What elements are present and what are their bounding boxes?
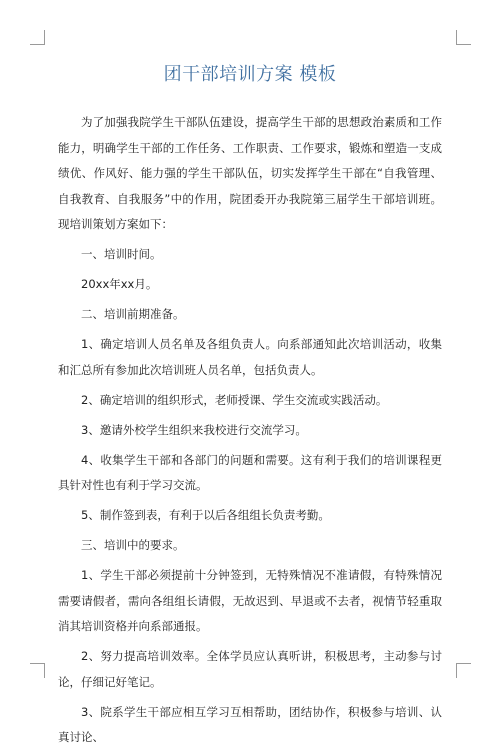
page-corner-mark-bottom-left (30, 663, 45, 678)
section-heading-training-time: 一、培训时间。 (81, 247, 162, 261)
document-title: 团干部培训方案 模板 (163, 64, 337, 85)
page-corner-mark-bottom-right (456, 663, 471, 678)
preparation-item-5: 5、制作签到表，有利于以后各组组长负责考勤。 (81, 508, 330, 522)
training-date: 20xx年xx月。 (81, 277, 158, 291)
preparation-item-4: 4、收集学生干部和各部门的问题和需要。这有利于我们的培训课程更具针对性也有利于学习交流。 (58, 452, 442, 492)
requirement-item-3: 3、院系学生干部应相互学习互相帮助，团结协作，积极参与培训、认真讨论、 (58, 704, 442, 744)
requirement-item-2: 2、努力提高培训效率。全体学员应认真听讲，积极思考，主动参与讨论，仔细记好笔记。 (58, 649, 442, 689)
requirement-item-1: 1、学生干部必须提前十分钟签到，无特殊情况不准请假，有特殊情况需要请假者，需向各组组长请假，无故迟到、早退或不去者，视情节轻重取消其培训资格并向系部通报。 (58, 568, 442, 633)
section-heading-preparation: 二、培训前期准备。 (81, 307, 185, 321)
intro-paragraph: 为了加强我院学生干部队伍建设，提高学生干部的思想政治素质和工作能力，明确学生干部的工作任务、工作职责、工作要求，锻炼和塑造一支成绩优、作风好、能力强的学生干部队伍，切实发挥学生干部在“自我管理、自我教育、自我服务”中的作用，院团委开办我院第三届学生干部培训班。现培训策划方案如下： (58, 115, 442, 231)
section-heading-requirements: 三、培训中的要求。 (81, 538, 185, 552)
document-body (58, 110, 442, 755)
preparation-item-3: 3、邀请外校学生组织来我校进行交流学习。 (81, 422, 307, 437)
page-corner-mark-top-right (456, 30, 471, 45)
preparation-item-1: 1、确定培训人员名单及各组负责人。向系部通知此次培训活动，收集和汇总所有参加此次培训班人员名单，包括负责人。 (58, 337, 442, 377)
page-corner-mark-top-left (30, 30, 45, 45)
preparation-item-2: 2、确定培训的组织形式，老师授课、学生交流或实践活动。 (81, 392, 388, 407)
